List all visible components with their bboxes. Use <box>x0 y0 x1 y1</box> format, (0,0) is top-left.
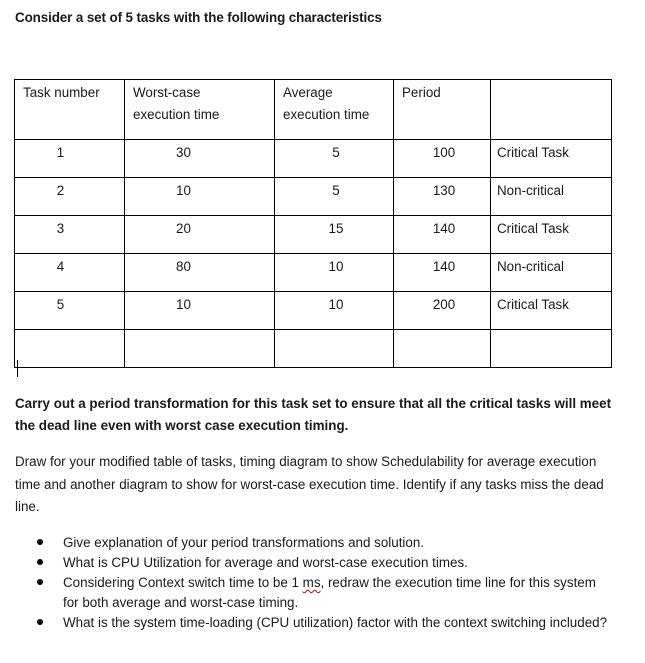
cell-worst: 20 <box>125 216 275 254</box>
draw-instruction: Draw for your modified table of tasks, timing diagram to show Schedulability for average execution time and another diagram to show for worst-case execution time. Identify if any tasks miss the dead line. <box>15 454 604 514</box>
cell-avg <box>275 330 394 368</box>
cell-task: 3 <box>15 216 125 254</box>
cell-type: Non-critical <box>491 178 612 216</box>
header-worst-case <box>125 80 275 140</box>
header-average-line1: Average <box>283 85 333 100</box>
spellcheck-word: ms <box>302 575 321 590</box>
cell-avg: 5 <box>275 178 394 216</box>
cell-period: 140 <box>394 216 491 254</box>
table-row-empty <box>15 330 612 368</box>
task-instruction: Carry out a period transformation for this task set to ensure that all the critical tasks will meet the dead line even with worst case execution timing. <box>15 396 612 433</box>
bullet-text: Give explanation of your period transformations and solution. <box>63 535 425 550</box>
list-item <box>0 573 645 613</box>
bullet-text-start: Considering Context switch time to be 1 <box>63 575 303 590</box>
list-item <box>0 533 645 553</box>
cell-period: 200 <box>394 292 491 330</box>
cell-task <box>15 330 125 368</box>
table-row <box>15 140 612 178</box>
cell-type: Critical Task <box>491 216 612 254</box>
cell-type: Non-critical <box>491 254 612 292</box>
bullet-text: What is the system time-loading (CPU utilization) factor with the context switching included? <box>63 615 608 630</box>
text-cursor <box>17 360 18 377</box>
header-average <box>275 80 394 140</box>
cell-avg: 10 <box>275 254 394 292</box>
cell-period: 130 <box>394 178 491 216</box>
table-row <box>15 292 612 330</box>
question-list <box>0 533 645 633</box>
table-row <box>15 216 612 254</box>
list-item <box>0 553 645 573</box>
cell-worst: 10 <box>125 292 275 330</box>
cell-period: 100 <box>394 140 491 178</box>
cell-worst: 30 <box>125 140 275 178</box>
cell-type: Critical Task <box>491 140 612 178</box>
header-period <box>394 80 491 140</box>
bullet-text: What is CPU Utilization for average and worst-case execution times. <box>63 555 468 570</box>
bullet-icon <box>37 579 43 585</box>
cell-task: 1 <box>15 140 125 178</box>
table-row <box>15 254 612 292</box>
bullet-icon <box>37 559 43 565</box>
header-average-line2: execution time <box>283 107 370 122</box>
cell-period: 140 <box>394 254 491 292</box>
header-task-number <box>15 80 125 140</box>
cell-task: 2 <box>15 178 125 216</box>
table-header-row <box>15 80 612 140</box>
document-heading: Consider a set of 5 tasks with the following characteristics <box>15 10 382 25</box>
cell-worst: 10 <box>125 178 275 216</box>
cell-avg: 15 <box>275 216 394 254</box>
header-period-text: Period <box>402 85 441 100</box>
list-item <box>0 613 645 633</box>
cell-type <box>491 330 612 368</box>
cell-worst <box>125 330 275 368</box>
header-worst-case-line1: Worst-case <box>133 85 201 100</box>
task-table <box>14 79 612 368</box>
bullet-icon <box>37 539 43 545</box>
header-worst-case-line2: execution time <box>133 107 220 122</box>
cell-period <box>394 330 491 368</box>
cell-avg: 5 <box>275 140 394 178</box>
header-task-number-text: Task number <box>23 85 100 100</box>
cell-task: 4 <box>15 254 125 292</box>
bullet-text-end: , redraw the execution time line for this system for both average and worst-case timing. <box>63 575 596 610</box>
cell-task: 5 <box>15 292 125 330</box>
table-row <box>15 178 612 216</box>
bullet-icon <box>37 619 43 625</box>
cell-type: Critical Task <box>491 292 612 330</box>
cell-worst: 80 <box>125 254 275 292</box>
cell-avg: 10 <box>275 292 394 330</box>
header-type <box>491 80 612 140</box>
